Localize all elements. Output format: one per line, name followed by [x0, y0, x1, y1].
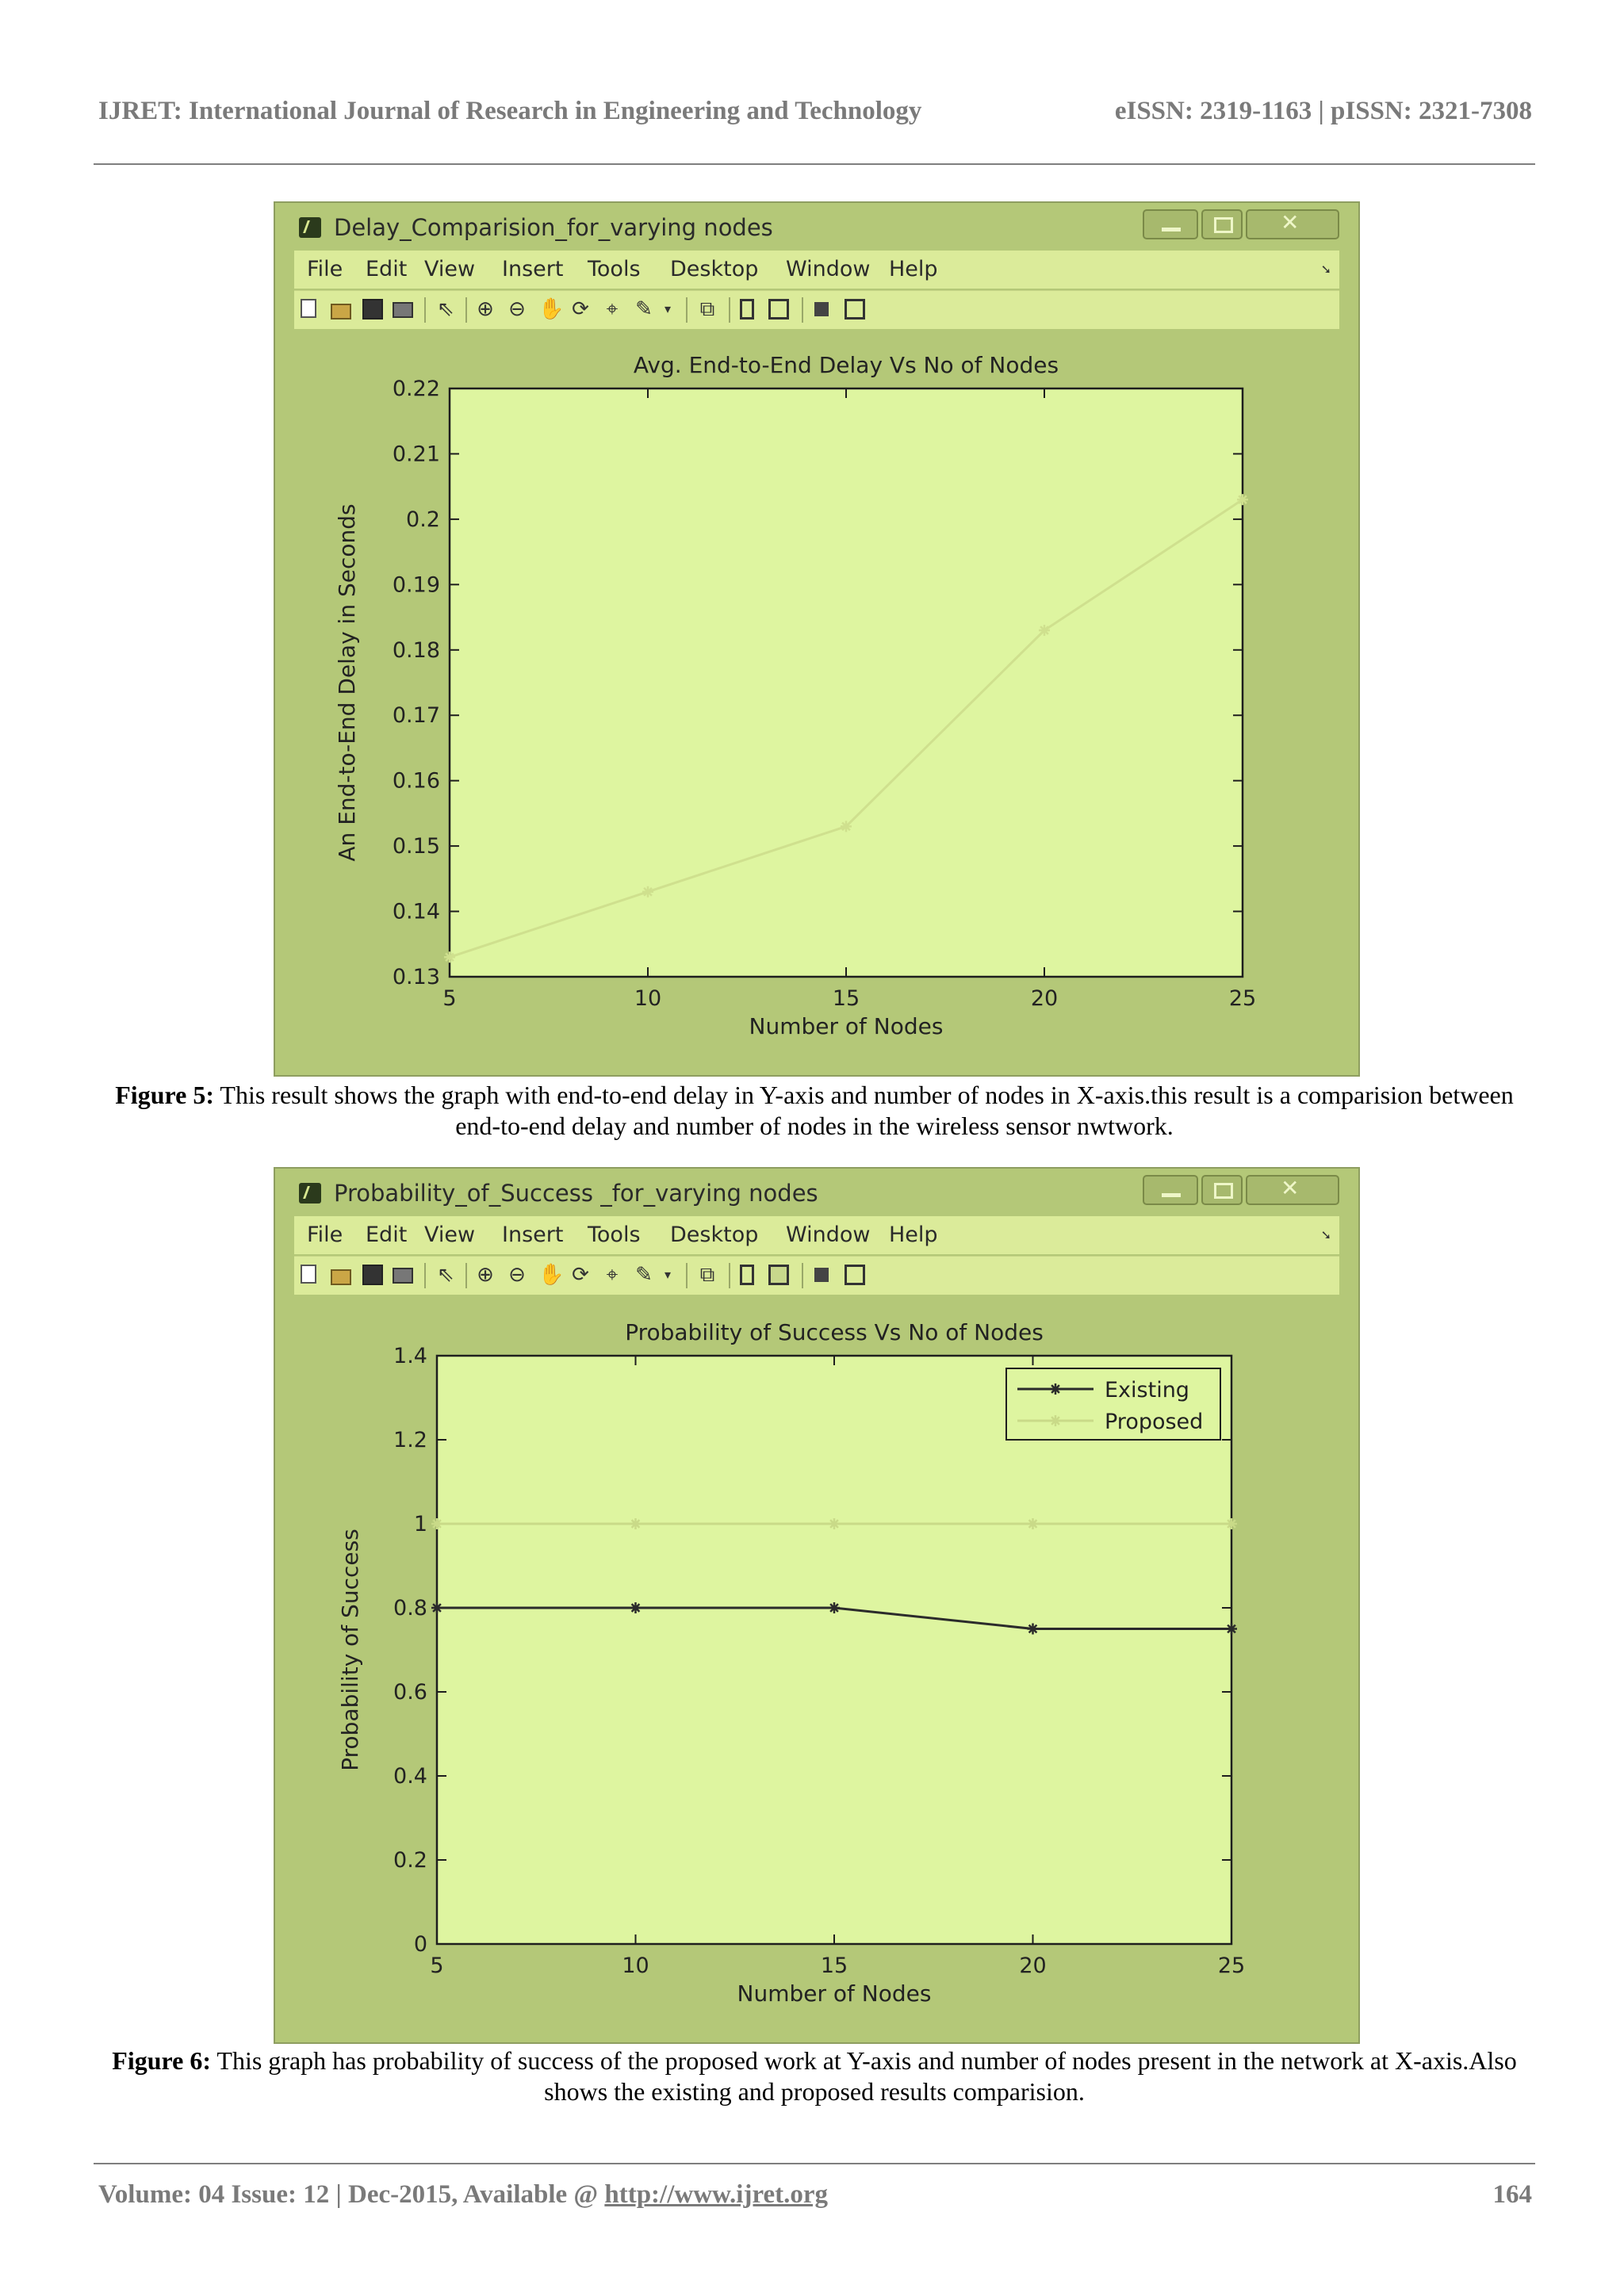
- brush-icon[interactable]: ✎: [635, 1263, 653, 1287]
- toolbar-separator: [424, 1263, 426, 1288]
- figure6-caption: [94, 2045, 1535, 2107]
- zoom-in-icon[interactable]: ⊕: [477, 297, 494, 321]
- toolbar-separator: [802, 297, 803, 323]
- brush-icon[interactable]: ✎: [635, 297, 653, 321]
- footer-rule: [94, 2163, 1535, 2164]
- toolbar-separator: [424, 297, 426, 323]
- data-cursor-icon[interactable]: ⌖: [606, 1263, 619, 1287]
- data-cursor-icon[interactable]: ⌖: [606, 297, 619, 321]
- y-tick-label: 0.15: [392, 834, 440, 859]
- x-tick-label: 20: [1030, 986, 1059, 1011]
- open-file-icon[interactable]: [331, 304, 351, 320]
- maximize-button[interactable]: [1201, 209, 1243, 239]
- figure6-titlebar[interactable]: [275, 1169, 1358, 1216]
- save-icon[interactable]: [362, 299, 383, 320]
- y-tick-label: 0.6: [393, 1680, 427, 1705]
- y-tick-label: 0.13: [392, 965, 440, 989]
- y-tick-label: 0.14: [392, 899, 440, 924]
- link-plot-icon[interactable]: ⧉: [699, 1263, 715, 1287]
- colorbar-icon[interactable]: [740, 1265, 754, 1285]
- figure5-window: [274, 201, 1360, 1077]
- toolbar-separator: [465, 1263, 467, 1288]
- legend-icon[interactable]: [768, 1265, 789, 1285]
- print-icon[interactable]: [393, 1268, 413, 1284]
- menu-view[interactable]: View: [424, 257, 476, 281]
- close-button[interactable]: [1246, 209, 1339, 239]
- journal-title: IJRET: International Journal of Research in Engineering and Technology: [98, 97, 922, 125]
- legend-label-proposed: Proposed: [1105, 1410, 1204, 1434]
- dock-arrow-icon[interactable]: ➘: [1320, 1227, 1331, 1242]
- print-icon[interactable]: [393, 302, 413, 318]
- dock-arrow-icon[interactable]: ➘: [1320, 262, 1331, 277]
- y-tick-label: 0.18: [392, 637, 440, 663]
- y-tick-label: 0.8: [393, 1596, 427, 1621]
- brush-dropdown-icon[interactable]: ▾: [664, 1267, 672, 1282]
- menu-bar: [294, 251, 1339, 289]
- close-button[interactable]: [1246, 1175, 1339, 1205]
- menu-help[interactable]: Help: [889, 1223, 938, 1247]
- rotate-3d-icon[interactable]: ⟳: [572, 297, 589, 321]
- menu-insert[interactable]: Insert: [502, 257, 564, 281]
- legend-label-existing: Existing: [1105, 1378, 1189, 1402]
- y-axis-label: An End-to-End Delay in Seconds: [334, 503, 360, 862]
- chart-title: Probability of Success Vs No of Nodes: [625, 1319, 1044, 1345]
- menu-desktop[interactable]: Desktop: [670, 257, 759, 281]
- x-tick-label: 20: [1019, 1954, 1047, 1978]
- chart-title: Avg. End-to-End Delay Vs No of Nodes: [633, 352, 1059, 378]
- caption-text: This graph has probability of success of the proposed work at Y-axis and number of nodes present in the network at X-axis.Also shows the existing and proposed results comparision.: [216, 2046, 1517, 2106]
- x-tick-label: 15: [820, 1954, 848, 1978]
- y-tick-label: 1.4: [393, 1344, 427, 1368]
- toolbar-separator: [802, 1263, 803, 1288]
- menu-file[interactable]: File: [307, 257, 343, 281]
- caption-text: This result shows the graph with end-to-end delay in Y-axis and number of nodes in X-axis.this result is a comparision between end-to-end delay and number of nodes in the wireless sensor nwtwork.: [220, 1081, 1514, 1140]
- menu-bar: [294, 1216, 1339, 1254]
- toolbar-separator: [729, 1263, 730, 1288]
- save-icon[interactable]: [362, 1265, 383, 1285]
- figure-toolbar: [294, 1256, 1339, 1295]
- x-tick-label: 25: [1217, 1954, 1246, 1978]
- x-tick-label: 25: [1228, 986, 1257, 1011]
- plot-area: [437, 1356, 1231, 1944]
- edit-pointer-icon[interactable]: ⇖: [437, 1263, 454, 1287]
- menu-tools[interactable]: Tools: [588, 1223, 641, 1247]
- matlab-figure-icon: [299, 217, 321, 238]
- journal-link[interactable]: http://www.ijret.org: [604, 2180, 829, 2209]
- menu-tools[interactable]: Tools: [588, 257, 641, 281]
- menu-edit[interactable]: Edit: [366, 1223, 408, 1247]
- zoom-out-icon[interactable]: ⊖: [508, 1263, 526, 1287]
- window-title: Delay_Comparision_for_varying nodes: [334, 214, 773, 241]
- link-plot-icon[interactable]: ⧉: [699, 297, 715, 321]
- y-tick-label: 0.16: [392, 768, 440, 794]
- y-tick-label: 0.19: [392, 572, 440, 598]
- y-axis-label: Probability of Success: [337, 1529, 363, 1771]
- legend-icon[interactable]: [768, 299, 789, 320]
- new-figure-icon[interactable]: [301, 299, 316, 318]
- menu-window[interactable]: Window: [786, 1223, 871, 1247]
- zoom-out-icon[interactable]: ⊖: [508, 297, 526, 321]
- y-tick-label: 0.21: [392, 442, 440, 467]
- minimize-button[interactable]: [1143, 1175, 1198, 1205]
- delay-chart: [294, 330, 1339, 1061]
- x-axis-label: Number of Nodes: [737, 1980, 932, 2007]
- x-tick-label: 15: [832, 986, 860, 1011]
- running-header: [98, 97, 1532, 132]
- caption-label: Figure 5:: [115, 1081, 214, 1109]
- new-figure-icon[interactable]: [301, 1265, 316, 1284]
- toolbar-separator: [686, 297, 688, 323]
- y-tick-label: 0.2: [406, 507, 440, 532]
- pan-hand-icon[interactable]: ✋: [538, 1263, 565, 1287]
- figure-toolbar: [294, 290, 1339, 329]
- y-tick-label: 0: [413, 1932, 427, 1957]
- data-point-existing: [1226, 1624, 1237, 1635]
- data-point-existing: [1028, 1624, 1039, 1635]
- show-plot-tools-icon[interactable]: [845, 299, 865, 320]
- y-tick-label: 1.2: [393, 1428, 427, 1452]
- plot-area: [450, 388, 1243, 977]
- colorbar-icon[interactable]: [740, 299, 754, 320]
- figure5-titlebar[interactable]: [275, 203, 1358, 251]
- window-title: Probability_of_Success _for_varying nodes: [334, 1180, 818, 1207]
- caption-label: Figure 6:: [112, 2046, 211, 2075]
- brush-dropdown-icon[interactable]: ▾: [664, 301, 672, 316]
- matlab-figure-icon: [299, 1183, 321, 1203]
- x-tick-label: 10: [634, 986, 662, 1011]
- toolbar-separator: [729, 297, 730, 323]
- figure6-window: [274, 1167, 1360, 2044]
- plot-panel: [294, 330, 1339, 1061]
- zoom-in-icon[interactable]: ⊕: [477, 1263, 494, 1287]
- rotate-3d-icon[interactable]: ⟳: [572, 1263, 589, 1287]
- menu-file[interactable]: File: [307, 1223, 343, 1247]
- x-tick-label: 5: [442, 986, 457, 1011]
- toolbar-separator: [465, 297, 467, 323]
- menu-edit[interactable]: Edit: [366, 257, 408, 281]
- hide-plot-tools-icon[interactable]: [814, 302, 829, 316]
- y-tick-label: 1: [413, 1512, 427, 1536]
- y-tick-label: 0.22: [392, 377, 440, 401]
- open-file-icon[interactable]: [331, 1269, 351, 1285]
- hide-plot-tools-icon[interactable]: [814, 1268, 829, 1282]
- show-plot-tools-icon[interactable]: [845, 1265, 865, 1285]
- plot-panel: [294, 1295, 1339, 2028]
- menu-window[interactable]: Window: [786, 257, 871, 281]
- menu-desktop[interactable]: Desktop: [670, 1223, 759, 1247]
- edit-pointer-icon[interactable]: ⇖: [437, 297, 454, 321]
- issn: eISSN: 2319-1163 | pISSN: 2321-7308: [1114, 97, 1532, 125]
- maximize-button[interactable]: [1201, 1175, 1243, 1205]
- figure5-caption: [94, 1080, 1535, 1142]
- volume-info: Volume: 04 Issue: 12 | Dec-2015, Available @: [98, 2180, 605, 2209]
- success-chart: [294, 1295, 1339, 2028]
- menu-view[interactable]: View: [424, 1223, 476, 1247]
- menu-help[interactable]: Help: [889, 257, 938, 281]
- page-footer: [98, 2180, 1532, 2210]
- y-tick-label: 0.2: [393, 1848, 427, 1873]
- x-tick-label: 5: [430, 1954, 444, 1978]
- page-number: 164: [1492, 2180, 1532, 2209]
- y-tick-label: 0.17: [392, 703, 440, 729]
- pan-hand-icon[interactable]: ✋: [538, 297, 565, 321]
- x-tick-label: 10: [622, 1954, 649, 1978]
- y-tick-label: 0.4: [393, 1764, 427, 1789]
- minimize-button[interactable]: [1143, 209, 1198, 239]
- x-axis-label: Number of Nodes: [749, 1013, 944, 1039]
- toolbar-separator: [686, 1263, 688, 1288]
- header-rule: [94, 163, 1535, 165]
- menu-insert[interactable]: Insert: [502, 1223, 564, 1247]
